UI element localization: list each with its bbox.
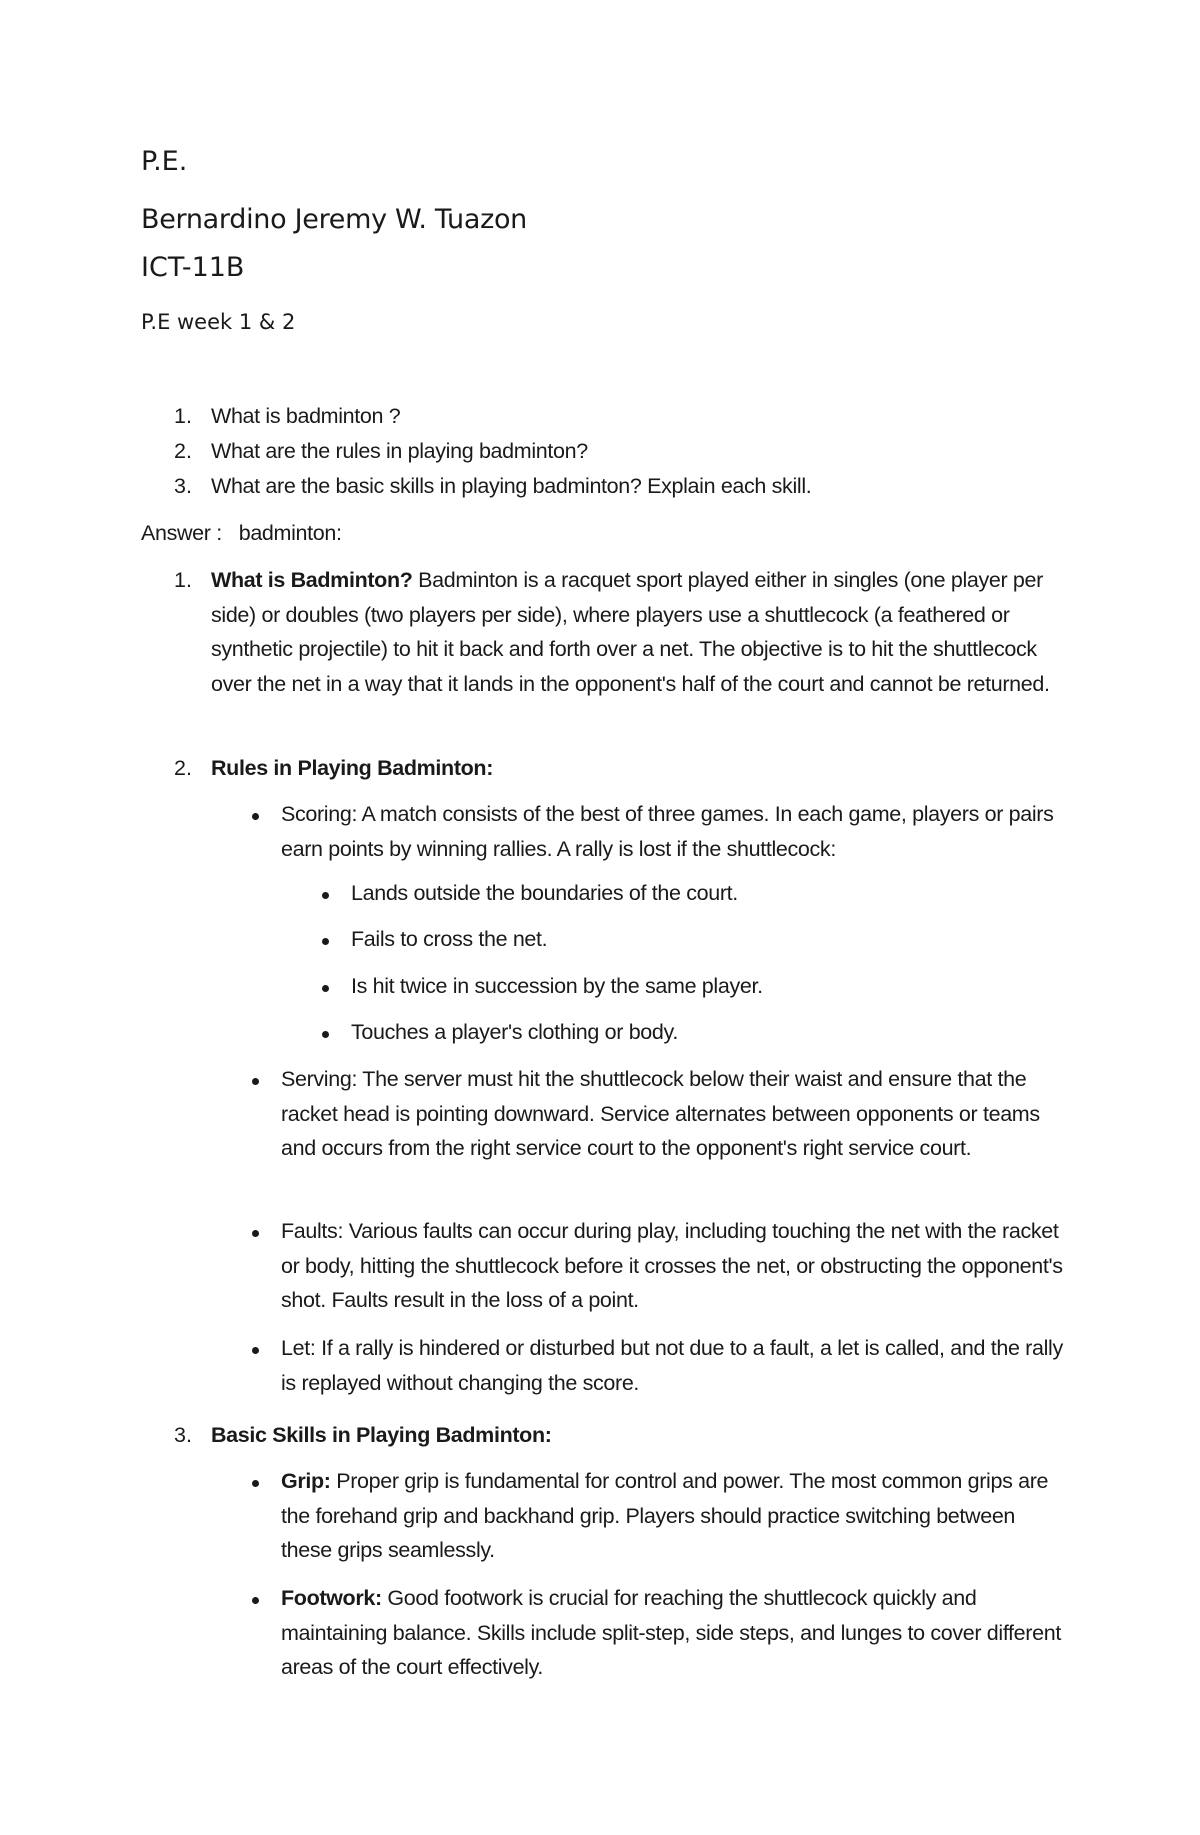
bullet-icon [322,938,329,945]
bullet-icon [252,1347,259,1354]
skill-label: Grip: [281,1469,331,1493]
scoring-item: Touches a player's clothing or body. [351,1020,678,1044]
answer-label: Answer : badminton: [141,521,342,545]
scoring-item: Is hit twice in succession by the same player. [351,974,763,998]
answer-body: Badminton is a racquet sport played either in singles (one player per side) or doubles (two players per side), where players use a shuttlecock (a feathered or synthetic projectile) to hit it back and forth over a net. The objective is to hit the shuttlecock over the net in a way that it lands in the opponent's half of the court and cannot be returned. [211,568,1050,696]
scoring-item: Fails to cross the net. [351,927,548,951]
answer-heading: What is Badminton? [211,568,413,592]
question-number: 1. [174,404,192,428]
skill-label: Footwork: [281,1586,382,1610]
answer-number: 3. [174,1423,192,1447]
answer-number: 1. [174,568,192,592]
skill-text: Good footwork is crucial for reaching the shuttlecock quickly and maintaining balance. Skills include split-step, side steps, and lunges to cover different areas of the court effectively. [281,1586,1061,1679]
student-name: Bernardino Jeremy W. Tuazon [141,204,527,235]
section-name: ICT-11B [141,252,245,283]
skill-grip [281,1464,1071,1568]
answer-heading-line [211,751,1061,786]
answer-heading-line [211,1418,1061,1453]
question-number: 2. [174,439,192,463]
week-label: P.E week 1 & 2 [141,310,296,334]
question-text: What is badminton ? [211,404,401,428]
skill-footwork [281,1581,1071,1685]
bullet-icon [322,1031,329,1038]
bullet-icon [252,1597,259,1604]
skill-text: Proper grip is fundamental for control and power. The most common grips are the forehand grip and backhand grip. Players should practice switching between these grips seamlessly. [281,1469,1049,1562]
rule-serving: Serving: The server must hit the shuttlecock below their waist and ensure that the racket head is pointing downward. Service alternates between opponents or teams and occurs from the right service court to the opponent's right service court. [281,1067,1040,1160]
bullet-icon [322,892,329,899]
question-number: 3. [174,474,192,498]
rule-let: Let: If a rally is hindered or disturbed but not due to a fault, a let is called, and the rally is replayed without changing the score. [281,1336,1063,1395]
answer-heading: Basic Skills in Playing Badminton: [211,1423,552,1447]
answer-number: 2. [174,756,192,780]
question-text: What are the rules in playing badminton? [211,439,588,463]
subject-heading: P.E. [141,146,188,177]
answer-paragraph [211,563,1061,701]
bullet-icon [252,1078,259,1085]
bullet-icon [252,1480,259,1487]
bullet-icon [252,1230,259,1237]
rule-scoring: Scoring: A match consists of the best of three games. In each game, players or pairs earn points by winning rallies. A rally is lost if the shuttlecock: [281,802,1054,861]
bullet-icon [252,813,259,820]
bullet-icon [322,985,329,992]
rule-faults: Faults: Various faults can occur during play, including touching the net with the racket or body, hitting the shuttlecock before it crosses the net, or obstructing the opponent's shot. Faults result in the loss of a point. [281,1219,1063,1312]
answer-heading: Rules in Playing Badminton: [211,756,494,780]
scoring-item: Lands outside the boundaries of the court. [351,881,738,905]
question-text: What are the basic skills in playing badminton? Explain each skill. [211,474,812,498]
